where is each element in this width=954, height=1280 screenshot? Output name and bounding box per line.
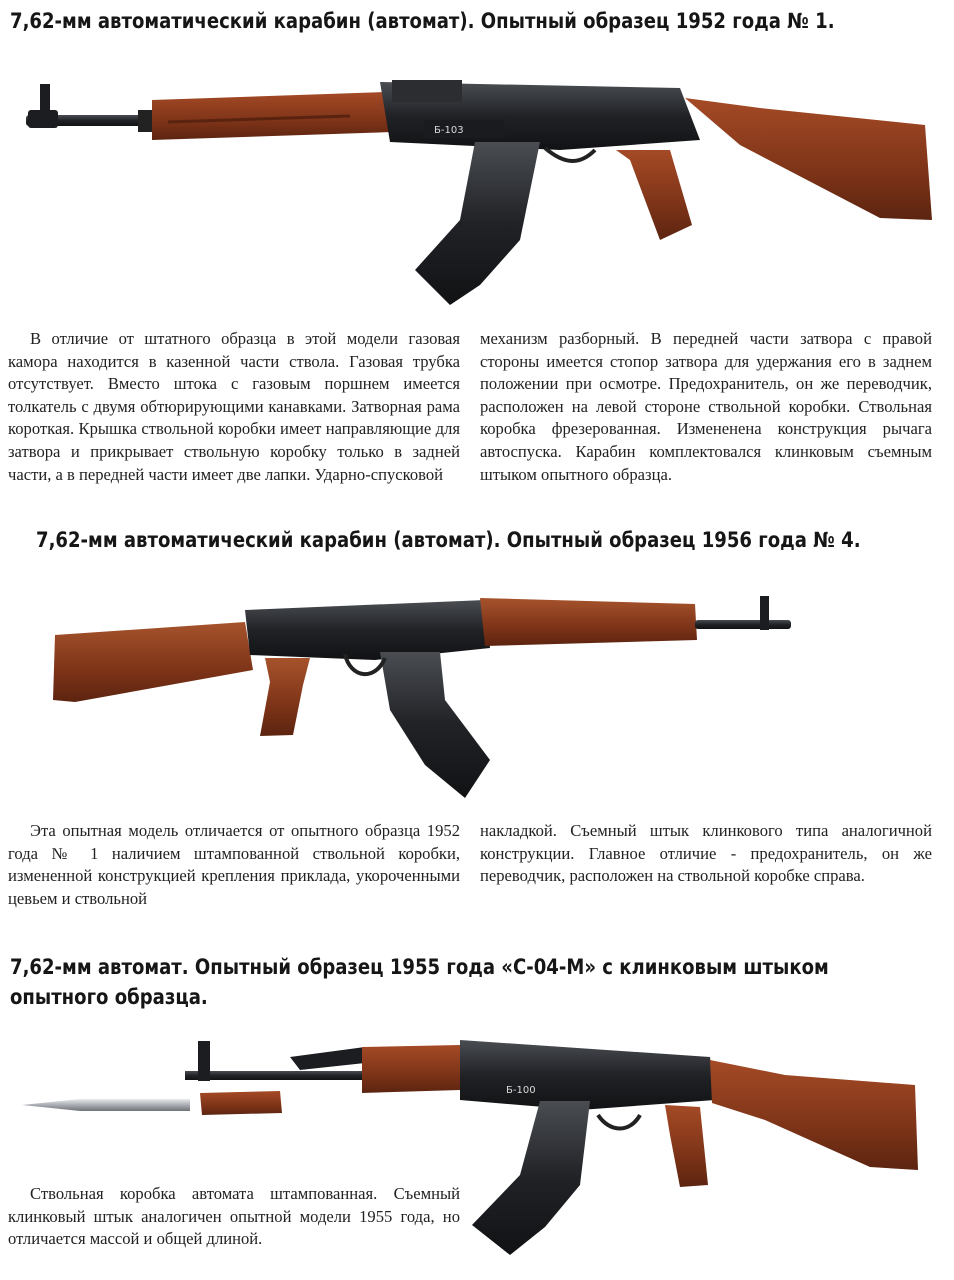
- receiver-marking-1: Б-103: [434, 125, 464, 136]
- section-1-text-col1: В отличие от штатного образца в этой модели газовая камора находится в казенной части ствола. Газовая трубка отсутствует. Вместо штока с газовым поршнем имеется толкатель с двумя обтюрирующими канавками. Затворная рама короткая. Крышка ствольной коробки имеет направляющие для затвора и прикрывает ствольную коробку только в задней части, а в передней части имеет две лапки. Ударно-спусковой: [8, 329, 460, 484]
- section-1-text-col2: механизм разборный. В передней части затвора с правой стороны имеется стопор затвора для удержания его в заднем положении при осмотре. Предохранитель, он же переводчик, расположен на левой стороне ствольной коробки. Ствольная коробка фрезерованная. Измененена конструкция рычага автоспуска. Карабин комплектовался клинковым съемным штыком опытного образца.: [480, 329, 932, 484]
- section-2-text-col1: Эта опытная модель отличается от опытного образца 1952 года № 1 наличием штампованной ствольной коробки, измененной конструкцией крепления приклада, укороченными цевьем и ствольной: [8, 821, 460, 908]
- receiver-marking-3: Б-100: [506, 1085, 536, 1096]
- section-1-title: 7,62-мм автоматический карабин (автомат). Опытный образец 1952 года № 1.: [10, 9, 835, 33]
- section-2-text-col2: накладкой. Съемный штык клинкового типа аналогичной конструкции. Главное отличие - предохранитель, он же переводчик, расположен на ствольной коробке справа.: [480, 821, 932, 886]
- rifle-1956-image: [45, 590, 805, 805]
- section-2-title: 7,62-мм автоматический карабин (автомат). Опытный образец 1956 года № 4.: [36, 528, 861, 552]
- section-3-title-line2: опытного образца.: [10, 985, 208, 1009]
- section-3-text: Ствольная коробка автомата штампованная. Съемный клинковый штык аналогичен опытной модели 1955 года, но отличается массой и общей длиной.: [8, 1184, 460, 1249]
- rifle-1952-image: [20, 70, 940, 310]
- section-3-title-line1: 7,62-мм автомат. Опытный образец 1955 года «С-04-М» с клинковым штыком: [10, 955, 829, 979]
- section-3-title: [10, 952, 829, 1012]
